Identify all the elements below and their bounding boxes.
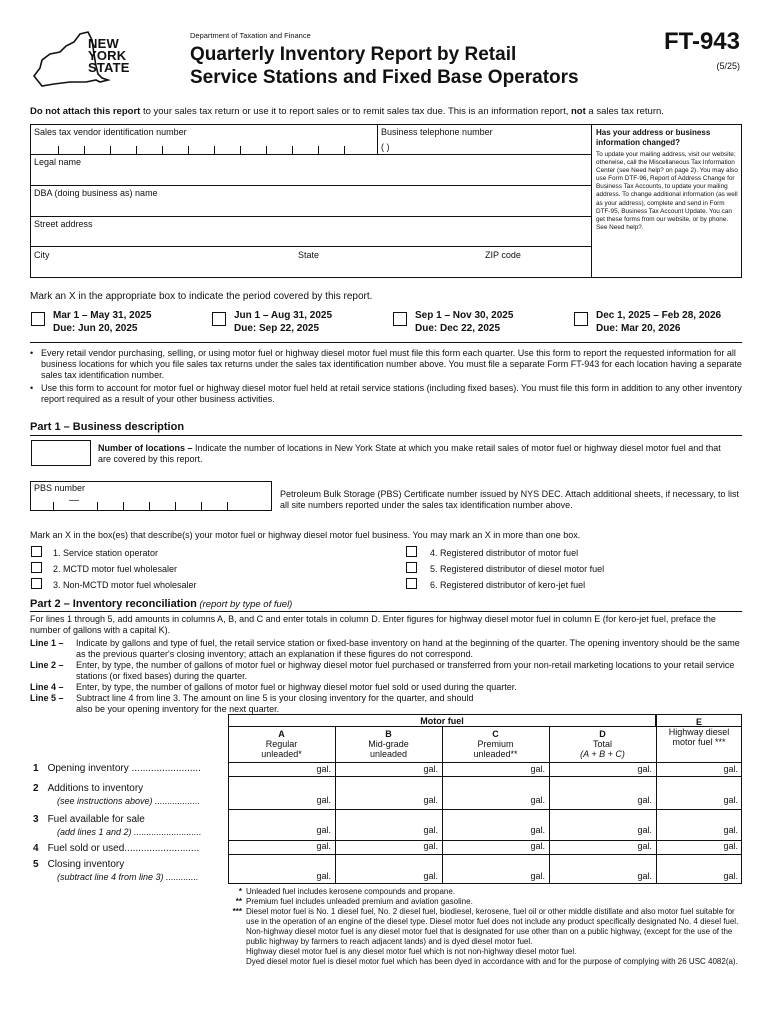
row5-col-c-input[interactable]: gal. — [530, 871, 545, 881]
footnotes — [226, 887, 740, 967]
row-4-label: 4 Fuel sold or used........................... — [33, 843, 200, 854]
row2-col-e-input[interactable]: gal. — [723, 795, 738, 805]
city-label: City — [34, 250, 50, 260]
dba-label: DBA (doing business as) name — [34, 188, 158, 198]
row4-col-a-input[interactable]: gal. — [316, 841, 331, 851]
type-5-label: 5. Registered distributor of diesel motor fuel — [430, 564, 605, 574]
attach-notice: Do not attach this report to your sales tax return or use it to report sales or to remit sales tax due. This is an information report, not a sales tax return. — [30, 106, 664, 117]
business-type-instruction: Mark an X in the box(es) that describe(s) your motor fuel or highway diesel motor fuel business. You may mark an X in more than one box. — [30, 530, 581, 540]
column-b-header: B Mid-grade unleaded — [368, 729, 409, 759]
row3-col-b-input[interactable]: gal. — [423, 825, 438, 835]
type-6-checkbox[interactable] — [406, 578, 417, 589]
form-number: FT-943 — [663, 28, 740, 55]
dba-field[interactable] — [32, 199, 587, 215]
part2-line-notes — [30, 638, 742, 715]
row5-col-d-input[interactable]: gal. — [637, 871, 652, 881]
type-4-label: 4. Registered distributor of motor fuel — [430, 548, 579, 558]
type-4-checkbox[interactable] — [406, 546, 417, 557]
row3-col-c-input[interactable]: gal. — [530, 825, 545, 835]
part2-intro: For lines 1 through 5, add amounts in columns A, B, and C and enter totals in column D. Enter figures for highway diesel motor fuel in column E (for kero-jet fuel, preface the number of gallons with a capital K). — [30, 614, 716, 635]
street-field[interactable] — [32, 230, 587, 245]
row3-col-d-input[interactable]: gal. — [637, 825, 652, 835]
line-note: Line 4 – Enter, by type, the number of gallons of motor fuel or highway diesel motor fuel sold or used during the quarter. — [30, 682, 517, 692]
locations-description: Number of locations – Indicate the number of locations in New York State at which you make retail sales of motor fuel or highway diesel motor fuel and that are covered by this report. — [98, 443, 721, 464]
type-1-label: 1. Service station operator — [53, 548, 159, 558]
column-e-header: E Highway diesel motor fuel *** — [668, 717, 730, 747]
footnote: *** Diesel motor fuel is No. 1 diesel fuel, No. 2 diesel fuel, biodiesel, kerosene, fuel oil or other middle distillate and also motor fuel suitable for use in the operation of an engine of the diesel type. Diesel motor fuel does not include any product specifically designated No. 4 diesel fuel. — [232, 907, 739, 926]
footnote: Dyed diesel motor fuel is diesel motor fuel which has been dyed in accordance with and for the purpose of complying with 26 USC 4082(a). — [246, 957, 738, 966]
period-3-label: Sep 1 – Nov 30, 2025 Due: Dec 22, 2025 — [415, 310, 514, 334]
period-4-checkbox[interactable] — [574, 312, 588, 326]
row4-col-e-input[interactable]: gal. — [723, 841, 738, 851]
footnote: * Unleaded fuel includes kerosene compounds and propane. — [238, 887, 456, 896]
type-1-checkbox[interactable] — [31, 546, 42, 557]
instructions-bullets — [30, 348, 742, 405]
row1-col-d-input[interactable]: gal. — [637, 764, 652, 774]
row4-col-d-input[interactable]: gal. — [637, 841, 652, 851]
period-1-checkbox[interactable] — [31, 312, 45, 326]
row-1-label: 1 Opening inventory ......................... — [33, 763, 201, 774]
column-c-header: C Premium unleaded** — [473, 729, 518, 759]
type-3-label: 3. Non-MCTD motor fuel wholesaler — [53, 580, 197, 590]
row2-col-a-input[interactable]: gal. — [316, 795, 331, 805]
row4-col-b-input[interactable]: gal. — [423, 841, 438, 851]
legal-name-field[interactable] — [32, 168, 587, 184]
line-note: Line 5 – Subtract line 4 from line 3. The amount on line 5 is your closing inventory for the quarter, and should also be your opening inventory for the next quarter. — [30, 693, 474, 714]
bullet-item: • Use this form to account for motor fuel or highway diesel motor fuel held at retail service stations (including fixed bases). You must file this form in addition to any other inventory report required as a result of your other business activities. — [30, 383, 742, 404]
pbs-dash: — — [69, 495, 79, 506]
vendor-id-field[interactable] — [32, 142, 372, 154]
row-2-label: 2 Additions to inventory (see instructions above) .................. — [33, 783, 201, 806]
row3-col-e-input[interactable]: gal. — [723, 825, 738, 835]
period-2-checkbox[interactable] — [212, 312, 226, 326]
footnote: ** Premium fuel includes unleaded premium and aviation gasoline. — [235, 897, 473, 906]
period-2-label: Jun 1 – Aug 31, 2025 Due: Sep 22, 2025 — [234, 310, 333, 334]
row3-col-a-input[interactable]: gal. — [316, 825, 331, 835]
phone-label: Business telephone number — [381, 127, 493, 137]
row1-col-e-input[interactable]: gal. — [723, 764, 738, 774]
line-note: Line 1 – Indicate by gallons and type of fuel, the retail service station or fixed-base inventory on hand at the beginning of the quarter. The opening inventory should be the same as the previous quarter's closing inventory; attach an explanation if these figures do not correspond. — [30, 638, 740, 659]
bullet-item: • Every retail vendor purchasing, selling, or using motor fuel or highway diesel motor fuel must file this form each quarter. Use this form to report the requested information for all business locations for which you file sales tax returns under the sales tax identification number above. You must file a separate Form FT-943 for each location having a separate sales tax identification number. — [30, 348, 742, 380]
row2-col-c-input[interactable]: gal. — [530, 795, 545, 805]
footnote: Highway diesel motor fuel is any diesel motor fuel which is not non-highway diesel motor fuel. — [246, 947, 577, 956]
line-note: Line 2 – Enter, by type, the number of gallons of motor fuel or highway diesel motor fuel purchased or transferred from your non-retail marketing locations to your retail service stations (or fixed bases) during the quarter. — [30, 660, 735, 681]
row4-col-c-input[interactable]: gal. — [530, 841, 545, 851]
pbs-number-box[interactable] — [30, 481, 272, 511]
motor-fuel-header: Motor fuel — [228, 714, 656, 726]
ny-state-logo — [30, 30, 140, 90]
city-state-zip-field[interactable] — [32, 261, 587, 277]
row1-col-c-input[interactable]: gal. — [530, 764, 545, 774]
row1-col-a-input[interactable]: gal. — [316, 764, 331, 774]
pbs-description: Petroleum Bulk Storage (PBS) Certificate number issued by NYS DEC. Attach additional sheets, if necessary, to list all site numbers reported under the sales tax identification number above. — [280, 489, 740, 510]
phone-field[interactable]: ( ) — [381, 142, 390, 152]
period-4-label: Dec 1, 2025 – Feb 28, 2026 Due: Mar 20, 2026 — [596, 310, 722, 334]
row-5-label: 5 Closing inventory (subtract line 4 from line 3) ............. — [33, 859, 199, 882]
zip-label: ZIP code — [485, 250, 521, 260]
form-revision: (5/25) — [716, 61, 740, 71]
row5-col-b-input[interactable]: gal. — [423, 871, 438, 881]
legal-name-label: Legal name — [34, 157, 82, 167]
address-change-info: Has your address or business information changed? To update your mailing address, visit our website; otherwise, call the Miscellaneous Tax Information Center (see Need help? on page 2). You may also use Form DTF-96, Report of Address Change for Business Tax Accounts, to update your mailing address. To change additional information (as well as your address), complete and send in Form DTF-95, Business Tax Account Update. You can get these forms from our website, or by phone. See Need help?. — [596, 128, 738, 231]
row2-col-b-input[interactable]: gal. — [423, 795, 438, 805]
part2-heading: Part 2 – Inventory reconciliation (report by type of fuel) — [30, 598, 293, 610]
period-3-checkbox[interactable] — [393, 312, 407, 326]
footnote: Non-highway diesel motor fuel is any diesel motor fuel that is designated for use other than on a public highway, (except for the use of the public highway by farmers to reach adjacent lands) and is dyed diesel motor fuel. — [246, 927, 733, 946]
locations-count-input[interactable] — [31, 440, 91, 466]
column-d-header: D Total (A + B + C) — [580, 729, 625, 759]
type-2-checkbox[interactable] — [31, 562, 42, 573]
type-3-checkbox[interactable] — [31, 578, 42, 589]
street-label: Street address — [34, 219, 93, 229]
type-6-label: 6. Registered distributor of kero-jet fuel — [430, 580, 586, 590]
row5-col-e-input[interactable]: gal. — [723, 871, 738, 881]
pbs-label: PBS number — [34, 483, 86, 493]
row2-col-d-input[interactable]: gal. — [637, 795, 652, 805]
row5-col-a-input[interactable]: gal. — [316, 871, 331, 881]
part1-heading: Part 1 – Business description — [30, 421, 185, 433]
ny-state-wordmark: NEW YORK STATE — [88, 36, 130, 75]
period-1-label: Mar 1 – May 31, 2025 Due: Jun 20, 2025 — [53, 310, 152, 334]
inventory-table — [228, 714, 742, 884]
department-name: Department of Taxation and Finance — [190, 31, 311, 40]
row1-col-b-input[interactable]: gal. — [423, 764, 438, 774]
column-a-header: A Regular unleaded* — [261, 729, 302, 759]
row-3-label: 3 Fuel available for sale (add lines 1 and 2) ........................... — [33, 814, 202, 837]
state-label: State — [298, 250, 320, 260]
type-2-label: 2. MCTD motor fuel wholesaler — [53, 564, 178, 574]
period-instruction: Mark an X in the appropriate box to indicate the period covered by this report. — [30, 291, 373, 302]
vendor-id-label: Sales tax vendor identification number — [34, 127, 187, 137]
form-title: Quarterly Inventory Report by Retail Service Stations and Fixed Base Operators — [190, 44, 579, 88]
type-5-checkbox[interactable] — [406, 562, 417, 573]
